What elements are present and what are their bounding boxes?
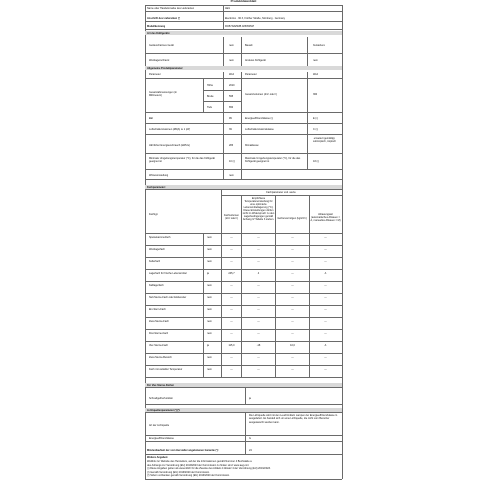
- warranty-value: 24: [249, 449, 252, 452]
- compartment-volume: —: [230, 296, 233, 299]
- compartment-capacity: —: [291, 368, 294, 371]
- min-temp-value: 10 (¹): [229, 160, 235, 163]
- section-four-star-title: Für Vier-Sterne-Fächer: [147, 383, 175, 387]
- compartment-row-divider: [145, 269, 342, 270]
- compartment-temp: —: [257, 296, 260, 299]
- compartment-capacity: —: [291, 236, 294, 239]
- compartment-temp: —: [257, 332, 260, 335]
- winter-value: nein: [229, 174, 234, 177]
- height-value: 2010: [229, 84, 235, 87]
- compartment-defrost: —: [324, 236, 327, 239]
- compartment-defrost: A: [324, 272, 327, 275]
- light-class-label: Energieeffizienzklasse: [149, 437, 174, 440]
- compartment-name: Kaltlagerfach: [149, 284, 164, 287]
- section-category-title: Art des Kühlgeräts:: [147, 31, 171, 35]
- compartment-defrost: —: [324, 296, 327, 299]
- eei-label: EEI: [149, 117, 154, 120]
- comp-def-header: Abtauungsart (automatisches Abtauen = A, manuelles Abtauen = M): [310, 213, 341, 222]
- section-general-title: Allgemeine Produktparameter:: [147, 66, 184, 70]
- compartment-name: Zwei-Sterne-Fach: [149, 320, 169, 323]
- model-label: Modellkennung: [147, 25, 166, 28]
- compartment-volume: —: [230, 236, 233, 239]
- compartment-temp: —: [257, 368, 260, 371]
- compartment-capacity: —: [291, 260, 294, 263]
- design-label: Bauart:: [245, 44, 254, 47]
- compartment-volume: —: [230, 320, 233, 323]
- compartment-temp: —: [257, 236, 260, 239]
- supplier-label: Name oder Handelsmarke des Lieferanten: [147, 7, 195, 10]
- compartment-defrost: A: [324, 344, 327, 347]
- compartment-volume: —: [230, 260, 233, 263]
- compartment-defrost: —: [324, 368, 327, 371]
- compartment-capacity: —: [291, 356, 294, 359]
- compartment-name: Null-Sterne-Fach oder Eisbereiter: [149, 296, 187, 299]
- footnote-3: (¹) Diese Angaben gelten als wesentlich für die Zwecke des Artikels 4 Absatz 4 der Verordnung (EU) 2019/2023.: [147, 467, 271, 470]
- light-type-label: Art der Lichtquelle: [149, 424, 170, 427]
- compartment-temp: —: [257, 308, 260, 311]
- compartment-capacity: —: [291, 308, 294, 311]
- compartment-temp: —: [257, 248, 260, 251]
- compartment-temp: -18: [256, 344, 261, 347]
- winter-label: Wintereinstellung: [149, 174, 169, 177]
- noise-class-label: Luftschallemissionsklasse: [245, 128, 274, 131]
- compartment-name: Kellerfach: [149, 260, 161, 263]
- other-label: Anderes Kühlgerät:: [245, 59, 267, 62]
- compartment-capacity: 10,0: [290, 344, 295, 347]
- noise-label: Luftschallemissionen (dB(A) re 1 pW): [149, 128, 191, 131]
- compartment-temp: 4: [257, 272, 260, 275]
- depth-key: Tiefe: [207, 106, 213, 109]
- compartment-temp: —: [257, 284, 260, 287]
- dimensions-label: Gesamtabmessungen (in Millimetern): [149, 91, 177, 97]
- compartment-volume: 245,7: [228, 272, 235, 275]
- comp-group-header: Fachparameter und -werte: [266, 191, 296, 194]
- address-label: Anschrift des Lieferanten (¹): [147, 17, 181, 20]
- compartment-present: nein: [207, 248, 212, 251]
- max-temp-value: 43 (¹): [313, 160, 319, 163]
- compartment-row-divider: [145, 365, 342, 366]
- param-col-2: Parameter: [245, 73, 257, 76]
- section-light-title: Lichtquellenparameter (²)(³):: [147, 408, 181, 412]
- compartment-present: nein: [207, 260, 212, 263]
- compartment-row-divider: [145, 329, 342, 330]
- compartment-row-divider: [145, 341, 342, 342]
- compartment-present: nein: [207, 320, 212, 323]
- quiet-value: nein: [229, 44, 234, 47]
- footnote-1: Weblink zur Website des Herstellers, auf der die Informationen gemäß Nummer 4 Buchstabe a: [147, 460, 252, 463]
- compartment-name: Fach mit variabler Temperatur: [149, 368, 183, 371]
- section-compartments-title: Fachparameter:: [147, 185, 166, 189]
- warranty-label: Mindestlaufzeit der vom Hersteller angebotenen Garantie (²):: [147, 449, 219, 452]
- compartment-defrost: —: [324, 332, 327, 335]
- compartment-present: nein: [207, 308, 212, 311]
- eclass-value: E (¹): [313, 117, 318, 120]
- compartment-capacity: —: [291, 320, 294, 323]
- comp-type-header: Fachtyp: [149, 213, 158, 216]
- max-temp-label: Maximale Umgebungstemperatur (°C), für die das Kühlgerät geeignet ist: [245, 157, 301, 163]
- wine-value: nein: [229, 59, 234, 62]
- compartment-temp: —: [257, 320, 260, 323]
- volume-label: Gesamtvolumen (dm³ oder l): [245, 93, 277, 96]
- compartment-name: Lagerfach für frische Lebensmittel: [149, 272, 187, 275]
- compartment-volume: —: [230, 284, 233, 287]
- wine-label: Weinlagerschrank:: [149, 59, 170, 62]
- eei-value: 99: [229, 117, 232, 120]
- comp-temp-header: Empfohlene Temperatureinstellung für eine optimierte Lebensmittellagerung (°C). Diese Einstellungen dürfen nicht im Widerspruch zu den Lagerbedingungen gemäß Anhang IV Tabelle 3 stehen.: [242, 197, 275, 221]
- compartment-defrost: —: [324, 248, 327, 251]
- eclass-label: Energieeffizienzklasse (¹): [245, 117, 274, 120]
- design-value: freistehend: [313, 44, 326, 47]
- comp-cap-header: Gefriervermögen (kg/24 h): [277, 217, 307, 220]
- energy-value: 283: [229, 144, 234, 147]
- quick-freeze-label: Schnellgefrierfunktion: [149, 397, 174, 400]
- energy-label: Jährlicher Energieverbrauch (kWh/a): [149, 144, 190, 147]
- compartment-row-divider: [145, 305, 342, 306]
- compartment-volume: —: [230, 356, 233, 359]
- compartment-row-divider: [145, 257, 342, 258]
- page-title: Produktdatenblatt: [230, 0, 257, 3]
- compartment-capacity: —: [291, 272, 294, 275]
- footnote-2: des Anhangs zur Verordnung (EU) 2019/2023 der Kommission zu finden sind: www.aeg.com: [147, 463, 250, 467]
- climate-label: Klimaklasse:: [245, 144, 260, 147]
- value-col-2: Wert: [313, 73, 319, 76]
- compartment-name: Drei-Sterne-Fach: [149, 332, 169, 335]
- compartment-temp: —: [257, 356, 260, 359]
- further-heading: Weitere Angaben:: [147, 456, 169, 459]
- compartment-row-divider: [145, 317, 342, 318]
- other-value: nein: [313, 59, 318, 62]
- compartment-name: Speisekammerfach: [149, 236, 171, 239]
- section-category: [145, 31, 342, 35]
- address-value: Electrolux · 90 3, Fürther Straße, Nürnberg · Germany: [225, 17, 286, 20]
- compartment-defrost: —: [324, 284, 327, 287]
- compartment-defrost: —: [324, 308, 327, 311]
- compartment-name: Vier-Sterne-Fach: [149, 344, 168, 347]
- noise-class-value: C (¹): [313, 128, 318, 131]
- compartment-volume: —: [230, 368, 233, 371]
- quick-freeze-value: ja: [249, 397, 251, 400]
- value-col: Wert: [229, 73, 235, 76]
- frame-bottom: [145, 479, 342, 480]
- model-value: RCB732E5MB 925050525: [225, 25, 255, 28]
- product-data-sheet: [145, 0, 342, 488]
- compartment-row-divider: [145, 353, 342, 354]
- compartment-defrost: —: [324, 356, 327, 359]
- footnote-5: (³) Sofern vorhanden gemäß Verordnung (EU) 2019/2020 der Kommission.: [147, 474, 230, 477]
- frame-right: [342, 5, 343, 479]
- compartment-name: Zwei-Sterne-Bereich: [149, 356, 172, 359]
- width-value: 595: [229, 95, 234, 98]
- depth-value: 650: [229, 106, 234, 109]
- frame-top: [145, 5, 342, 6]
- compartment-present: nein: [207, 236, 212, 239]
- height-key: Höhe: [207, 84, 213, 87]
- compartment-present: nein: [207, 296, 212, 299]
- supplier-value: AEG: [225, 7, 231, 10]
- quiet-label: Geräuscharmes Gerät:: [149, 44, 175, 47]
- compartment-present: nein: [207, 356, 212, 359]
- comp-vol-header: Fachvolumen (dm³ oder l): [223, 214, 239, 220]
- compartment-volume: —: [230, 248, 233, 251]
- compartment-defrost: —: [324, 320, 327, 323]
- compartment-defrost: —: [324, 260, 327, 263]
- compartment-name: Ein-Stern-Fach: [149, 308, 166, 311]
- compartment-capacity: —: [291, 296, 294, 299]
- compartment-row-divider: [145, 293, 342, 294]
- compartment-temp: —: [257, 260, 260, 263]
- compartment-name: Weinlagerfach: [149, 248, 165, 251]
- compartment-present: nein: [207, 368, 212, 371]
- compartment-capacity: —: [291, 332, 294, 335]
- compartment-capacity: —: [291, 284, 294, 287]
- compartment-row-divider: [145, 245, 342, 246]
- footnote-4: (²) Gemäß Verordnung (EU) 2019/2020 der Kommission.: [147, 470, 210, 474]
- param-col: Parameter: [149, 73, 161, 76]
- climate-value: erweitert gemäßigt, subtropisch, tropisch: [313, 137, 336, 143]
- compartment-volume: —: [230, 332, 233, 335]
- compartment-volume: 115,0: [228, 344, 235, 347]
- compartment-present: nein: [207, 332, 212, 335]
- width-key: Breite: [207, 95, 214, 98]
- compartment-present: ja: [207, 272, 209, 275]
- noise-value: 39: [229, 128, 232, 131]
- compartment-present: nein: [207, 284, 212, 287]
- volume-value: 360: [313, 93, 318, 96]
- light-class-value: G: [249, 437, 251, 440]
- min-temp-label: Minimale Umgebungstemperatur (°C), für die das Kühlgerät geeignet ist: [149, 157, 215, 163]
- compartment-volume: —: [230, 308, 233, 311]
- light-type-value: Die Lichtquelle wird mit den Leuchtmitteln Lampen der Energieeffizienzklasse G ausgeliefert. Es handelt sich um eine Lichtquelle, die nicht vom Benutzer ausgetauscht werden kann.: [249, 414, 338, 424]
- compartment-capacity: —: [291, 248, 294, 251]
- compartment-row-divider: [145, 281, 342, 282]
- compartment-present: ja: [207, 344, 209, 347]
